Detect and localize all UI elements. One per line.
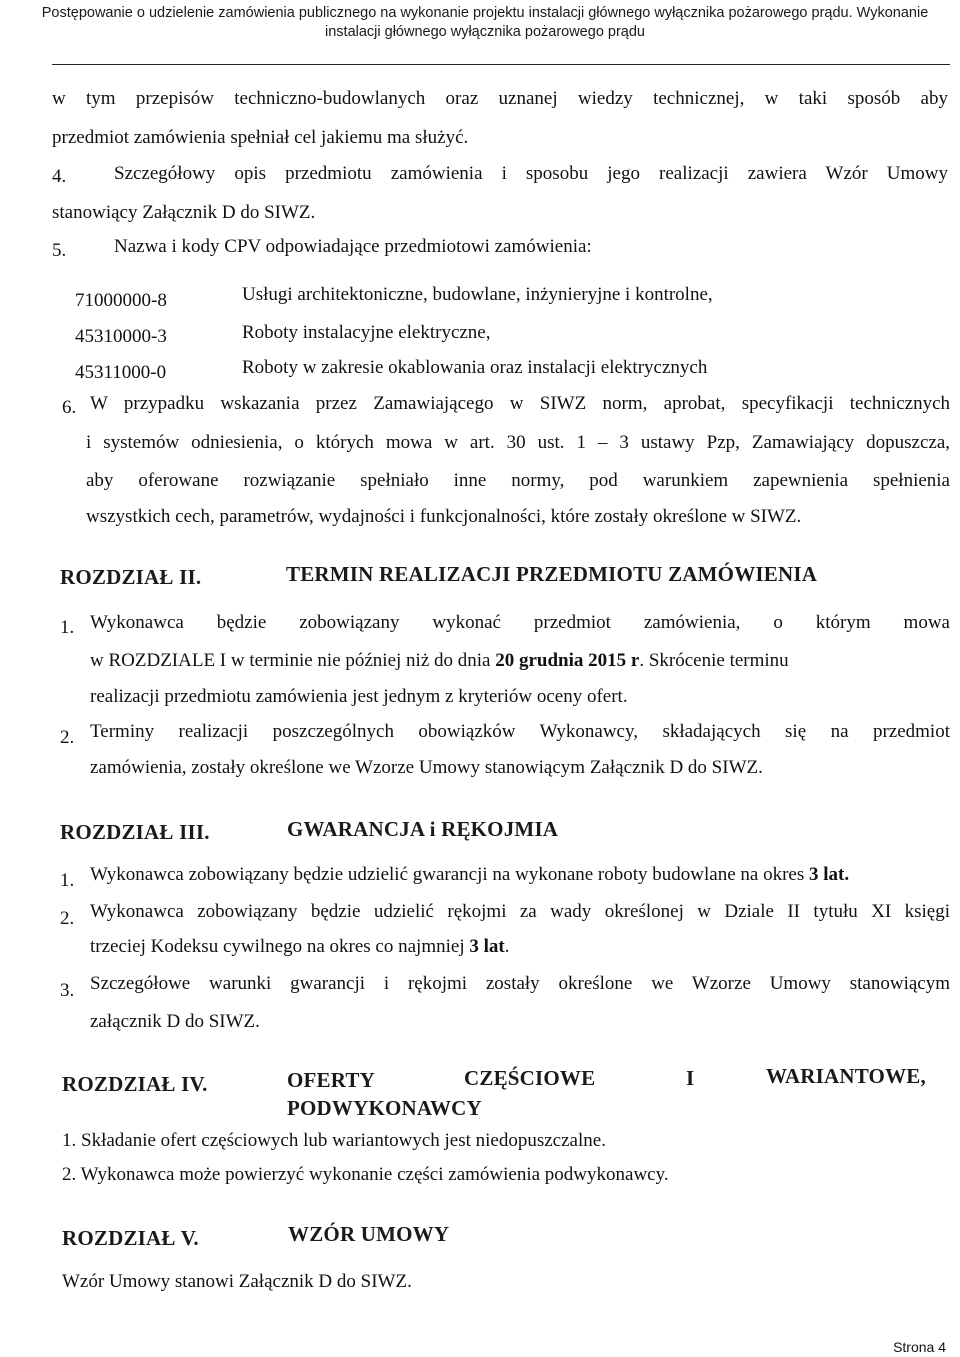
page-number: Strona 4 <box>893 1339 946 1355</box>
item-6-number: 6. <box>62 397 77 418</box>
chapter-4-title-line-2: PODWYKONAWCY <box>287 1096 482 1120</box>
cpv-description: Roboty instalacyjne elektryczne, <box>242 322 491 343</box>
ch2-p2-line-1: Terminy realizacji poszczególnych obowiązków Wykonawcy, składających się na przedmiot <box>90 721 950 742</box>
cpv-code: 45311000-0 <box>75 362 167 383</box>
item-6-line-2: i systemów odniesienia, o których mowa w art. 30 ust. 1 – 3 ustawy Pzp, Zamawiający dopuszcza, <box>86 432 950 453</box>
ch3-p3-line-2: załącznik D do SIWZ. <box>90 1011 260 1032</box>
page-header <box>30 4 940 42</box>
chapter-4-title-word: CZĘŚCIOWE <box>464 1066 596 1090</box>
item-4-line-1: Szczegółowy opis przedmiotu zamówienia i sposobu jego realizacji zawiera Wzór Umowy <box>114 163 948 184</box>
header-divider <box>52 64 950 65</box>
ch2-p2-number: 2. <box>60 727 75 748</box>
ch3-p1-text: Wykonawca zobowiązany będzie udzielić gwarancji na wykonane roboty budowlane na okres <box>90 864 809 885</box>
item-6-line-4: wszystkich cech, parametrów, wydajności i funkcjonalności, które zostały określone w SIWZ. <box>86 506 802 527</box>
cpv-code: 45310000-3 <box>75 326 167 347</box>
ch3-p2-line-2 <box>90 936 509 958</box>
item-4-number: 4. <box>52 166 67 187</box>
ch3-p3-number: 3. <box>60 980 75 1001</box>
chapter-4-title-word: I <box>686 1066 695 1090</box>
rekojmia-period: 3 lat <box>469 936 505 957</box>
item-6-line-3: aby oferowane rozwiązanie spełniało inne normy, pod warunkiem zapewnienia spełnienia <box>86 470 950 491</box>
ch2-p2-line-2: zamówienia, zostały określone we Wzorze Umowy stanowiącym Załącznik D do SIWZ. <box>90 757 763 778</box>
ch3-p1-line <box>90 864 849 886</box>
ch4-p2: 2. Wykonawca może powierzyć wykonanie części zamówienia podwykonawcy. <box>62 1164 669 1185</box>
item-5-text: Nazwa i kody CPV odpowiadające przedmiotowi zamówienia: <box>114 236 592 257</box>
chapter-4-title-word: OFERTY <box>287 1068 375 1092</box>
intro-line-2: przedmiot zamówienia spełniał cel jakiemu ma służyć. <box>52 127 469 148</box>
cpv-code: 71000000-8 <box>75 290 167 311</box>
ch2-p1-text: w ROZDZIALE I w terminie nie później niż do dnia <box>90 650 496 671</box>
item-4-line-2: stanowiący Załącznik D do SIWZ. <box>52 202 316 223</box>
ch3-p2-text: . <box>504 936 510 957</box>
ch2-p1-number: 1. <box>60 617 75 638</box>
ch2-p1-line-1: Wykonawca będzie zobowiązany wykonać przedmiot zamówienia, o którym mowa <box>90 612 950 633</box>
chapter-2-label: ROZDZIAŁ II. <box>60 565 202 589</box>
ch2-p1-text: . Skrócenie terminu <box>639 650 789 671</box>
ch3-p1-number: 1. <box>60 870 75 891</box>
chapter-5-label: ROZDZIAŁ V. <box>62 1226 199 1250</box>
deadline-date: 20 grudnia 2015 r <box>495 650 640 671</box>
ch3-p3-line-1: Szczegółowe warunki gwarancji i rękojmi zostały określone we Wzorze Umowy stanowiącym <box>90 973 950 994</box>
chapter-4-title-word: WARIANTOWE, <box>766 1064 926 1088</box>
chapter-3-title: GWARANCJA i RĘKOJMIA <box>287 817 559 841</box>
header-line-1: Postępowanie o udzielenie zamówienia publicznego na wykonanie projektu instalacji głównego wyłącznika pożarowego prądu. Wykonanie <box>41 5 929 21</box>
ch3-p2-text: trzeciej Kodeksu cywilnego na okres co najmniej <box>90 936 470 957</box>
ch4-p1: 1. Składanie ofert częściowych lub wariantowych jest niedopuszczalne. <box>62 1130 606 1151</box>
ch3-p2-line-1: Wykonawca zobowiązany będzie udzielić rękojmi za wady określonej w Dziale II tytułu XI księgi <box>90 901 950 922</box>
cpv-description: Usługi architektoniczne, budowlane, inżynieryjne i kontrolne, <box>242 284 713 305</box>
intro-line-1: w tym przepisów techniczno-budowlanych oraz uznanej wiedzy technicznej, w taki sposób aby <box>52 88 948 109</box>
item-5-number: 5. <box>52 240 67 261</box>
chapter-4-label: ROZDZIAŁ IV. <box>62 1072 208 1096</box>
ch5-p1: Wzór Umowy stanowi Załącznik D do SIWZ. <box>62 1271 412 1292</box>
chapter-3-label: ROZDZIAŁ III. <box>60 820 210 844</box>
ch3-p2-number: 2. <box>60 908 75 929</box>
header-line-2: instalacji głównego wyłącznika pożarowego prądu <box>325 24 645 40</box>
ch2-p1-line-3: realizacji przedmiotu zamówienia jest jednym z kryteriów oceny ofert. <box>90 686 628 707</box>
item-6-line-1: W przypadku wskazania przez Zamawiającego w SIWZ norm, aprobat, specyfikacji technicznych <box>90 393 950 414</box>
cpv-description: Roboty w zakresie okablowania oraz instalacji elektrycznych <box>242 357 708 378</box>
ch2-p1-line-2 <box>90 650 950 672</box>
warranty-period: 3 lat. <box>809 864 850 885</box>
chapter-2-title: TERMIN REALIZACJI PRZEDMIOTU ZAMÓWIENIA <box>286 562 818 586</box>
chapter-5-title: WZÓR UMOWY <box>288 1222 450 1246</box>
